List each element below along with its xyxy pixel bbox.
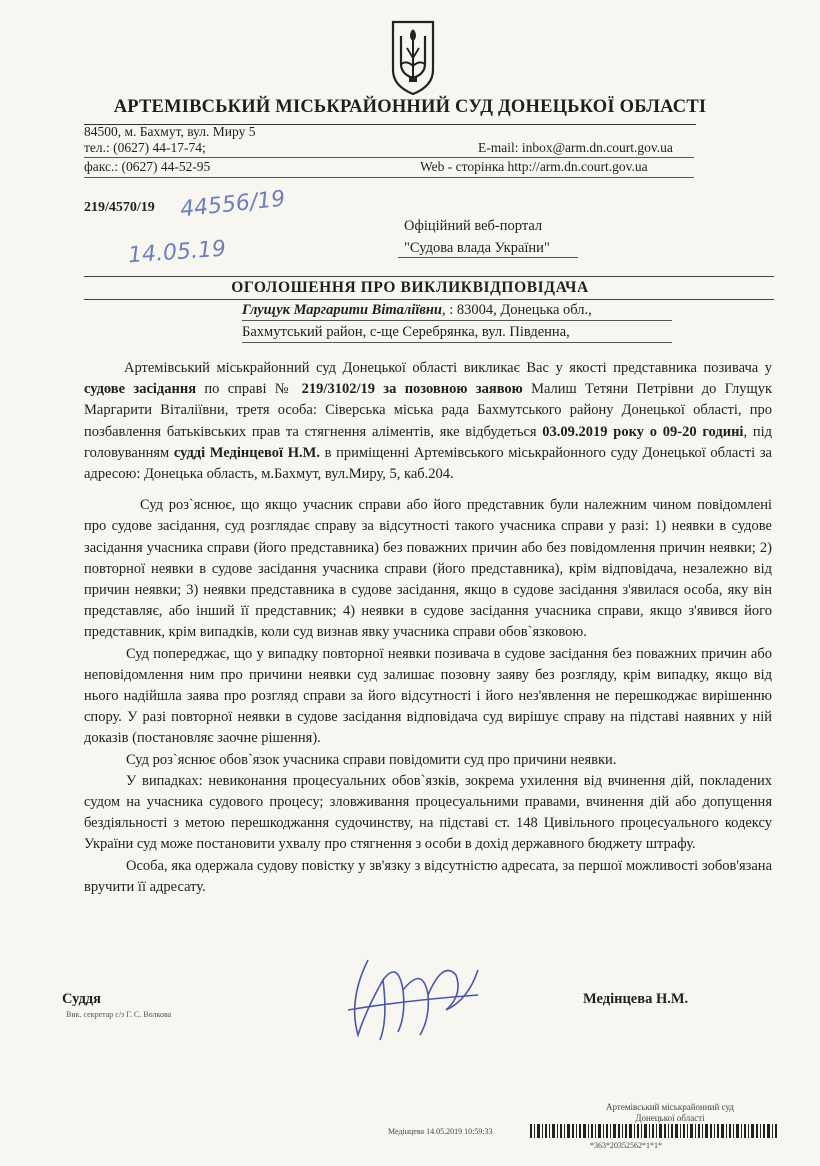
executor-note: Вик. секретар с/з Г. С. Волкова [66, 1010, 172, 1019]
addressee-name: Глущук Маргарити Віталіївни [242, 302, 442, 318]
title-rule-top [84, 276, 774, 277]
handwritten-date: 14.05.19 [127, 236, 227, 269]
addressee-address: , : 83004, Донецька обл., [442, 302, 592, 318]
court-fax: факс.: (0627) 44-52-95 [84, 159, 211, 174]
court-website[interactable]: Web - сторінка http://arm.dn.court.gov.ua [420, 159, 648, 174]
recipient-rule [398, 257, 578, 258]
fax-rule [84, 177, 694, 178]
barcode-icon [530, 1124, 778, 1138]
addressee-rule-2 [242, 342, 672, 343]
recipient-line-2: "Судова влада України" [404, 240, 550, 256]
court-email[interactable]: E-mail: inbox@arm.dn.court.gov.ua [478, 140, 673, 155]
signature-role: Суддя [62, 991, 101, 1007]
addressee-rule-1 [242, 320, 672, 321]
stamp-line-2: Донецької області [635, 1113, 705, 1123]
handwritten-registration-number: 44556/19 [178, 186, 287, 223]
court-stamp [580, 1102, 760, 1124]
addressee-address-line2: Бахмутський район, с-ще Серебрянка, вул. Південна, [242, 324, 570, 340]
absence-rules-paragraph: Суд роз`яснює, що якщо учасник справи або його представник були належним чином повідомлені про судове засідання, суд розглядає справу за відсутності такого учасника справи у разі: 1) неявки в судове засідання учасника справи (його представника) без поважних причин або без повідомлення причин неявки; 2) повторної неявки в судове засідання учасника справи (його представника), крім відповідача, незалежно від причин неявки; 3) неявки представника в судове засідання, якщо в судове засідання з'явилася особа, яку він представляє, або інший її представник; 4) неявки в судове засідання учасника справи, якщо з'явився його представник, крім випадків, коли суд визнав явку учасника справи обов`язковою. [84, 497, 772, 641]
coat-of-arms-icon [389, 18, 437, 96]
stamp-line-1: Артемівський міськрайонний суд [606, 1102, 734, 1112]
notice-title: ОГОЛОШЕННЯ ПРО ВИКЛИКВІДПОВІДАЧА [231, 279, 589, 296]
outgoing-number: 219/4570/19 [84, 200, 155, 215]
delivery-paragraph: Особа, яка одержала судову повістку у зв'язку з відсутністю адресата, за першої можливості зобов'язана вручити її адресату. [84, 857, 772, 895]
summons-paragraph: Артемівський міськрайонний суд Донецької області викликає Вас у якості представника позивача у судове засідання по справі № 219/3102/19 за позовною заявою Малиш Тетяни Петрівни до Глущук Маргарити Віталіївни, третя особа: Сіверська міська рада Бахмутського району Донецької області, про позбавлення батьківських прав та стягнення аліментів, яке відбудеться 03.09.2019 року о 09-20 годині, під головуванням судді Медінцевої Н.М. в приміщенні Артемівського міськрайонного суду Донецької області за адресою: Донецька область, м.Бахмут, вул.Миру, 5, каб.204. [84, 360, 772, 483]
addressee-block [242, 300, 662, 342]
barcode-text: *363*20352562*1*1* [590, 1141, 662, 1150]
duty-paragraph: Суд роз`яснює обов`язок учасника справи повідомити суд про причини неявки. [126, 751, 617, 768]
registration-record: Медінцева 14.05.2019 10:59:33 [388, 1127, 493, 1136]
judge-name: Медінцева Н.М. [583, 991, 689, 1007]
warning-paragraph: Суд попереджає, що у випадку повторної неявки позивача в судове засідання без поважних причин або неповідомлення ним про причини неявки суд залишає позовну заяву без розгляду, крім випадку, якщо від нього надійшла заява про розгляд справи за його відсутності і його нез'явлення не перешкоджає вирішенню спору. У разі повторної неявки в судове засідання відповідача суд вирішує справу на підставі наявних у ній доказів (постановляє заочне рішення). [84, 645, 772, 747]
court-address: 84500, м. Бахмут, вул. Миру 5 [84, 124, 256, 139]
penalty-paragraph: У випадках: невиконання процесуальних обов`язків, зокрема ухилення від вчинення дій, покладених судом на учасника судового процесу; зловживання процесуальними правами, вчинення дій або допущення бездіяльності з метою перешкоджання судочинству, на підставі ст. 148 Цивільного процесуального кодексу України суд може постановити ухвалу про стягнення з особи в дохід державного бюджету штрафу. [84, 772, 772, 853]
court-phone: тел.: (0627) 44-17-74; [84, 140, 206, 155]
phone-rule [84, 157, 694, 158]
handwritten-signature [328, 940, 488, 1050]
court-name: АРТЕМІВСЬКИЙ МІСЬКРАЙОННИЙ СУД ДОНЕЦЬКОЇ ОБЛАСТІ [113, 97, 707, 117]
recipient-line-1: Офіційний веб-портал [404, 218, 543, 234]
notice-body [84, 358, 772, 898]
